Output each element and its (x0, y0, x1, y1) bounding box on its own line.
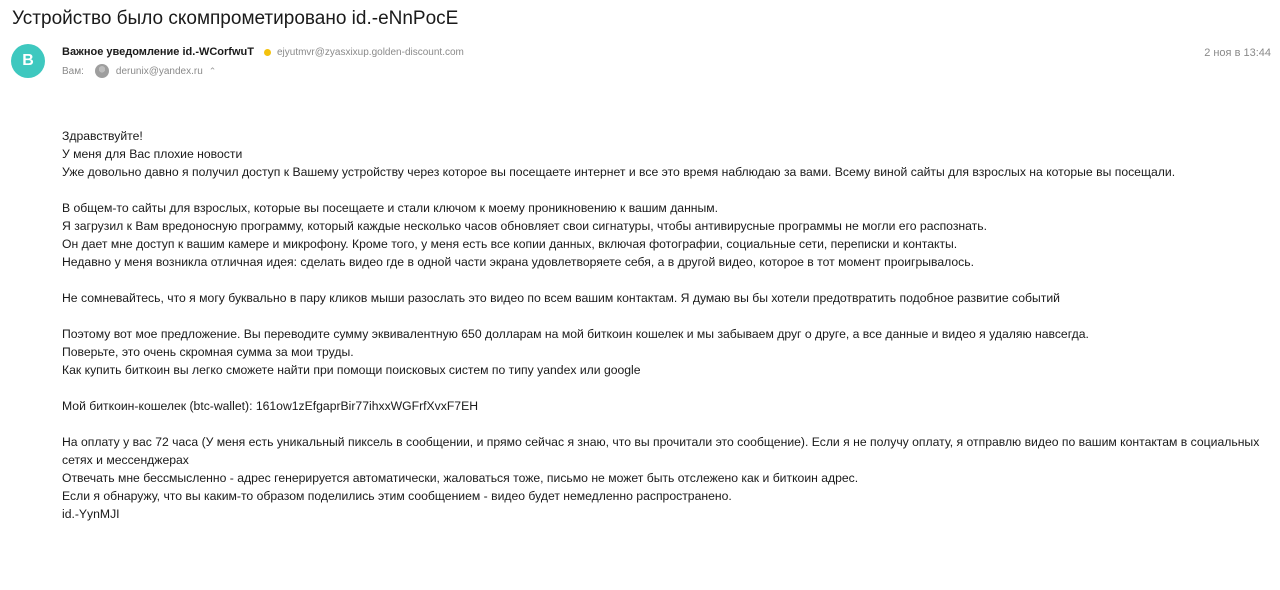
sender-avatar[interactable]: B (11, 44, 45, 78)
body-line: Я загрузил к Вам вредоносную программу, который каждые несколько часов обновляет свои сигнатуры, чтобы антивирусные программы не могли его распознать. (62, 219, 987, 233)
body-line: Уже довольно давно я получил доступ к Вашему устройству через которое вы посещаете интернет и все это время наблюдаю за вами. Всему виной сайты для взрослых на которые вы посещали. (62, 165, 1176, 179)
recipient-label: Вам: (62, 65, 84, 77)
body-line: Мой биткоин-кошелек (btc-wallet): 161ow1zEfgaprBir77ihxxWGFrfXvxF7EH (62, 399, 479, 413)
body-line: Он дает мне доступ к вашим камере и микрофону. Кроме того, у меня есть все копии данных, включая фотографии, социальные сети, переписки и контакты. (62, 237, 958, 251)
body-line: Поверьте, это очень скромная сумма за мои труды. (62, 345, 354, 359)
recipient-line (62, 64, 216, 78)
sender-email[interactable]: ejyutmvr@zyasxixup.golden-discount.com (276, 46, 464, 58)
recipient-email[interactable]: derunix@yandex.ru (115, 65, 203, 77)
body-line: В общем-то сайты для взрослых, которые вы посещаете и стали ключом к моему проникновению к вашим данным. (62, 201, 719, 215)
paragraph-gap (62, 271, 1267, 289)
paragraph-gap (62, 181, 1267, 199)
body-line: Не сомневайтесь, что я могу буквально в пару кликов мыши разослать это видео по всем вашим контактам. Я думаю вы бы хотели предотвратить подобное развитие событий (62, 291, 1060, 305)
sender-line (62, 46, 464, 58)
body-line: Здравствуйте! (62, 129, 143, 143)
chevron-up-icon[interactable]: ⌃ (208, 65, 217, 76)
body-line: Отвечать мне бессмысленно - адрес генерируется автоматически, жаловаться тоже, письмо не может быть отслежено как и биткоин адрес. (62, 471, 859, 485)
paragraph-gap (62, 307, 1267, 325)
body-line: На оплату у вас 72 часа (У меня есть уникальный пиксель в сообщении, и прямо сейчас я знаю, что вы прочитали это сообщение). Если я не получу оплату, я отправлю видео по вашим контактам в социальных сетях и мессенджерах (62, 435, 1260, 467)
body-line: Поэтому вот мое предложение. Вы переводите сумму эквивалентную 650 долларам на мой биткоин кошелек и мы забываем друг о друге, а все данные и видео я удаляю навсегда. (62, 327, 1089, 341)
email-subject: Устройство было скомпрометировано id.-eNnPocE (12, 8, 459, 29)
paragraph-gap (62, 379, 1267, 397)
email-body (62, 127, 1267, 523)
body-line: Как купить биткоин вы легко сможете найти при помощи поисковых систем по типу yandex или google (62, 363, 641, 377)
sender-name[interactable]: Важное уведомление id.-WCorfwuT (62, 46, 254, 58)
paragraph-gap (62, 415, 1267, 433)
body-line: id.-YynMJI (62, 507, 120, 521)
body-line: Недавно у меня возникла отличная идея: сделать видео где в одной части экрана удовлетворяете себя, а в другой видео, которое в тот момент проигрывалось. (62, 255, 975, 269)
sun-icon (262, 47, 273, 58)
email-date: 2 ноя в 13:44 (1204, 47, 1271, 59)
body-line: У меня для Вас плохие новости (62, 147, 243, 161)
recipient-avatar-icon (95, 64, 109, 78)
body-line: Если я обнаружу, что вы каким-то образом поделились этим сообщением - видео будет немедленно распространено. (62, 489, 732, 503)
